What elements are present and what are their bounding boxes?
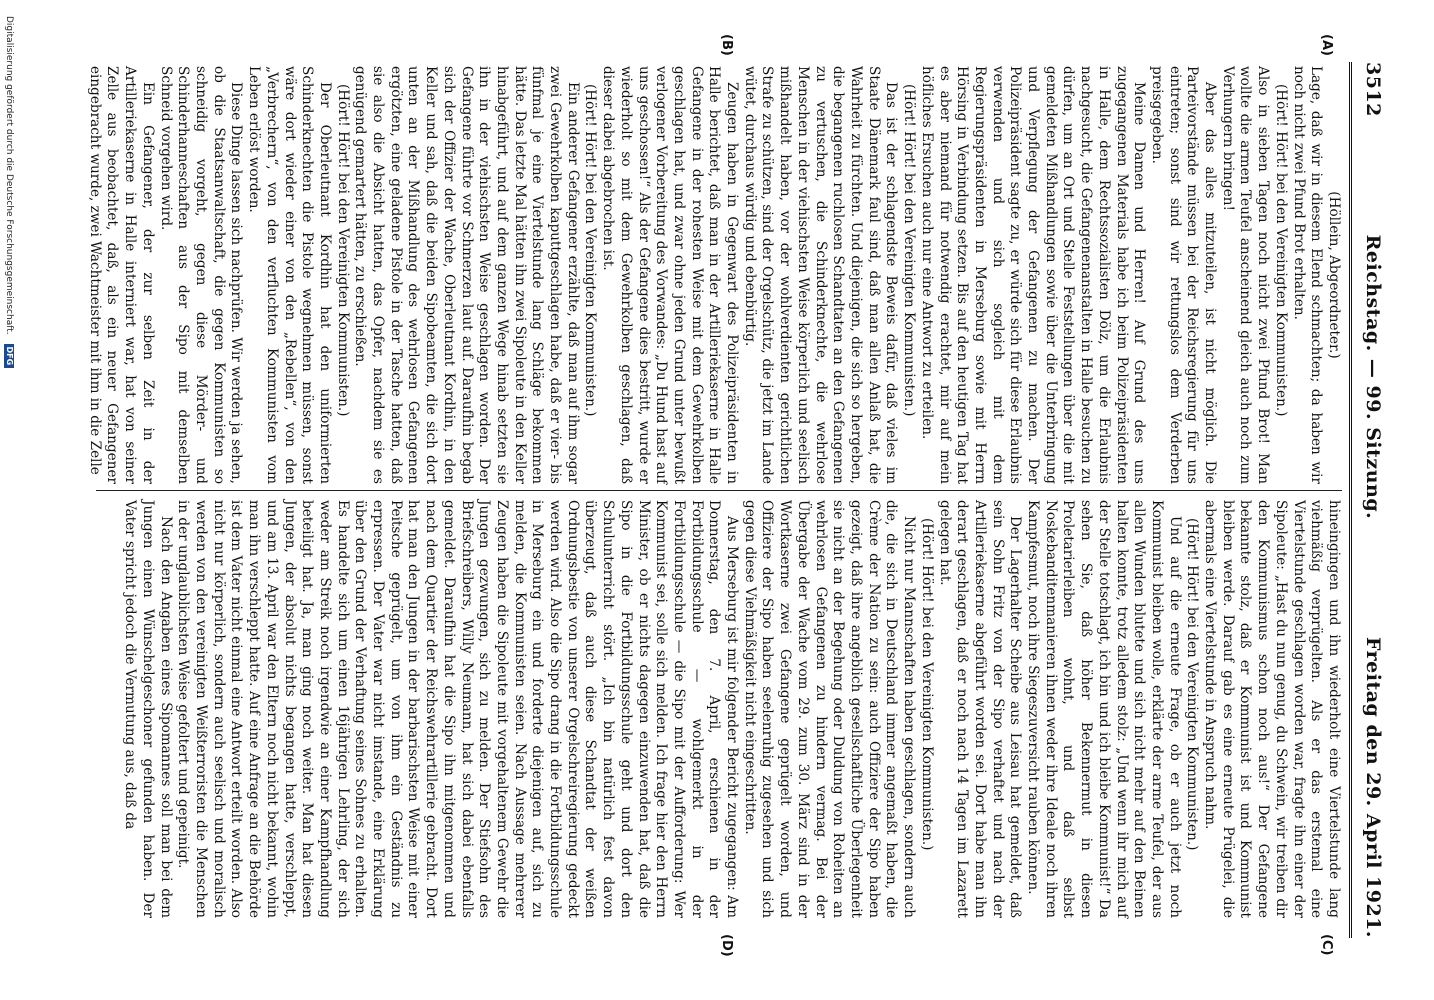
interjection: (Hört! Hört! bei den Vereinigten Kommunisten.) <box>334 84 351 417</box>
left-column <box>86 66 1342 484</box>
paragraph: Der Lagerhalter Scheibe aus Leisau hat gemeldet, daß sein Sohn Fritz von der Sipo verhaftet und nach der Artilleriekaserne abgeführt worden sei. Dort habe man ihn derart geschlagen, daß er noch nach 14 Tagen im Lazarett gelegen hat. <box>936 500 1024 918</box>
dfg-logo-icon: DFG <box>4 344 14 369</box>
margin-marker-b: (B) <box>719 34 734 56</box>
right-column <box>96 500 1342 918</box>
paragraph: Diese Dinge lassen sich nachprüfen. Wir werden ja sehen, ob die Staatsanwaltschaft, die gegen Kommunisten so schneidig vorgeht, gegen diese Mörder- und Schinderhanneschaften aus der Sipo mit demselben Schneid vorgehen wird. <box>157 66 245 484</box>
page-number: 3512 <box>1362 62 1384 117</box>
margin-marker-d: (D) <box>719 934 734 957</box>
paragraph: Ein anderer Gefangener erzählte, daß man auf ihm sogar zwei Gewehrkolben kaputtgeschlagen habe, daß er vier- bis fünfmal je eine Viertelstunde lang Schläge bekommen hätte. Das letzte Mal hätten ihn zwei Sipoleute in den Keller hinabgeführt, und auf dem ganzen Wege hinab setzten sie ihn in der viehischsten Weise geschlagen worden. Der Gefangene führte vor Schmerzen laut auf. Daraufhin begab sich der Offizier der Wache, Oberleutnant Kordhin, in den Keller und sah, daß die beiden Sipobeamten, die sich dort unten an der Mißhandlung des wehrlosen Gefangenen ergötzten, eine geladene Pistole in der Tasche hatten, daß sie also die Absicht hatten, das Opfer, nachdem sie es genügend gemartert hätten, zu erschießen. <box>352 66 581 484</box>
interjection: (Hört! Hört! bei den Vereinigten Kommunisten.) <box>1272 84 1289 417</box>
paragraph: hineingingen und ihn wiederholt eine Viertelstunde lang viehmäßig verprügelten. Als er das erstemal eine Viertelstunde geschlagen worden war, fragte ihn einer der Sipoleute: „Hast du nun genug, du Schwein, wir treiben dir den Kommunismus schon noch aus!“ Der Gefangene bekannte stolz, daß er Kommunist ist und Kommunist bleiben werde. Darauf gab es eine erneute Prügelei, die abermals eine Viertelstunde in Anspruch nahm. <box>1202 500 1342 918</box>
interjection: (Hört! Hört! bei den Vereinigten Kommunisten.) <box>1184 518 1201 851</box>
margin-marker-c: (C) <box>1319 934 1334 956</box>
session-title: Reichstag. — 99. Sitzung. <box>1362 234 1384 520</box>
paragraph: Lage, daß wir in diesem Elend schmachten; da haben wir noch nicht zwei Pfund Brot erhalten. <box>1290 66 1325 484</box>
column-divider <box>96 490 1342 491</box>
paragraph: Aber das alles mitzuteilen, ist nicht möglich. Die Parteivorstände müssen bei der Reichsregierung für uns eintreten; sonst sind wir rettungslos dem Verderben preisgegeben. <box>1148 66 1219 484</box>
paragraph: Nach den Angaben eines Sipomannes soll man bei dem Jungen einen Wünschelgeschoner gefunden haben. Der Vater spricht jedoch die Vermutung aus, daß da <box>122 500 174 918</box>
header-rule <box>1349 62 1352 938</box>
speaker-line: (Höllein, Abgeordneter.) <box>1326 191 1342 359</box>
paragraph: Also in sieben Tagen noch nicht zwei Pfund Brot! Man wollte die armen Teufel anscheinend gleich auch noch zum Verhungern bringen! <box>1219 66 1272 484</box>
page-header <box>1360 62 1386 938</box>
paragraph: Ein Gefangener, der zur selben Zeit in der Artilleriekaserne in Halle interniert war, hat von seiner Zelle aus beobachtet, daß, als ein neuer Gefangener eingebracht wurde, zwei Wachtmeister mit ihm in die Zelle <box>86 66 156 484</box>
paragraph: Aus Merseburg ist mir folgender Bericht zugegangen: Am Donnerstag, den 7. April, erschienen in der Fortbildungsschule — wohlgemerkt in der Fortbildungsschule — die Sipo mit der Aufforderung: Wer Kommunist sei, solle sich melden. Ich frage hier den Herrn Minister, ob er nichts dagegen einzuwenden hat, daß die Sipo in die Fortbildungsschule geht und dort den Schulunterricht stört. „Ich bin natürlich fest davon überzeugt, daß auch diese Schandtat der weißen Ordnungsbestie von unserer Orgelschreiregierung gedeckt werden wird. Also die Sipo drang in die Fortbildungsschule in Merseburg ein und forderte diejenigen auf, sich zu melden, die Kommunisten seien. Nach Aussage mehrerer Zeugen haben die Sipoleute mit vorgehaltenem Gewehr die Jungen gezwungen, sich zu melden. Der Stiefsohn des Briefschreibers, Willy Neumann, hat sich dabei ebenfalls gemeldet. Daraufhin hat die Sipo ihn mitgenommen und nach dem Quartier der Reichswehrartillerie gebracht. Dort hat man den Jungen in der barbarischsten Weise mit einer Peitsche geprügelt, um von ihm ein Geständnis zu erpressen. Der Vater war nicht imstande, eine Erklärung über den Grund der Verhaftung seines Sohnes zu erhalten. Es handelte sich um einen 16jährigen Lehrling, der sich weder am Streik noch irgendwie an einer Kampfhandlung beteiligt hat. Ja, man ging noch weiter. Man hat diesen Jungen, der absolut nichts begangen hatte, verschleppt, und am 13. April war den Eltern noch nicht bekannt, wohin man ihn verschleppt hatte. Auf eine Anfrage an die Behörde ist dem Vater nicht einmal eine Antwort erteilt worden. Also nicht nur körperlich, sondern auch seelisch und moralisch werden von den vereinigten Weißterroristen die Menschen in der unglaublichsten Weise gefoltert und gepeinigt. <box>175 500 741 918</box>
session-date: Freitag den 29. April 1921. <box>1362 636 1384 938</box>
margin-marker-a: (A) <box>1319 34 1334 56</box>
paragraph: Nicht nur Mannschaften haben geschlagen, sondern auch die, die sich in Deutschland immer angemaßt haben, die Crème der Nation zu sein: auch Offiziere der Sipo haben gezeigt, daß ihre angeblich gesellschaftliche Überlegenheit sie nicht an der Begehung oder Duldung von Roheiten an wehrlosen Gefangenen zu hindern vermag. Bei der Übergabe der Wache vom 29. zum 30. März sind in der Wortkaserne zwei Gefangene geprügelt worden, und Offiziere der Sipo haben seelenruhig zugesehen und sich gegen diese Viehmäßigkeit nicht eingeschritten. <box>741 500 918 918</box>
paragraph: Der Oberleutnant Kordhin hat den uniformierten Schinderknechten die Pistole wegnehmen müssen, sonst wäre dort wieder einer von den „Rebellen“, von den „Verbrechern“, von den verfluchten Kommunisten vom Leben erlöst worden. <box>246 66 333 484</box>
paragraph: Zeugen haben in Gegenwart des Polizeipräsidenten in Halle berichtet, daß man in der Artilleriekaserne in Halle Gefangene in der rohesten Weise mit dem Gewehrkolben geschlagen hat, und zwar ohne jeden Grund unter bewußt verlogener Vorbereitung des Vorwandes: „Du Hund hast auf uns geschossen!“ Als der Gefangene dies bestritt, wurde er wiederholt so mit dem Gewehrkolben geschlagen, daß dieser dabei abgebrochen ist. <box>600 66 741 484</box>
paragraph: Und auf die erneute Frage, ob er auch jetzt noch Kommunist bleiben wolle, erklärte der arme Teufel, der aus allen Wunden blutete und sich nicht mehr auf den Beinen halten konnte, trotz alledem stolz: „Und wenn ihr mich auf der Stelle totschlagt, ich bin und ich bleibe Kommunist!“ Da sehen Sie, daß höher Bekennermut in diesen Proletarierleiben wohnt, und daß selbst Noskebanditenmanieren ihnen weder ihre Ideale noch ihren Kampfesmut, noch ihre Siegeszuversicht rauben können. <box>1025 500 1183 918</box>
paragraph: Meine Damen und Herren! Auf Grund des uns zugegangenen Materials habe ich beim Polizeipräsidenten in Halle, dem Rechtssozialisten Dölz, um die Erlaubnis nachgesucht, die Gefangenenanstalten in Halle besuchen zu dürfen, um an Ort und Stelle Feststellungen über die mit gemeldeten Mißhandlungen sowie über die Unterbringung und Verpflegung der Gefangenen zu machen. Der Polizeipräsident sagte zu, er würde sich für diese Erlaubnis verwenden und sich sogleich mit dem Regierungspräsidenten in Merseburg sowie mit Herrn Hörsing in Verbindung setzen. Bis auf den heutigen Tag hat es aber niemand für notwendig erachtet, mir auf mein höfliches Ersuchen auch nur eine Antwort zu erteilen. <box>918 66 1148 484</box>
footer-text: Digitalisierung gefördert durch die Deutsche Forschungsgemeinschaft. <box>4 16 14 335</box>
paragraph: Das ist der schlagendste Beweis dafür, daß vieles im Staate Dänemark faul sind, daß man allen Anlaß hat, die Wahrheit zu fürchten. Und diejenigen, die sich so hergeben, die begangenen ruchlosen Schandtaten an den Gefangenen zu vertuschen, die Schinderknechte, die wehrlose Menschen in der viehischsten Weise körperlich und seelisch mißhandelt haben, vor der wohlverdienten gerichtlichen Strafe zu schützen, sind der Orgelschütz, die jetzt im Lande wütet, durchaus würdig und ebenbürtig. <box>741 66 900 484</box>
digitization-footer <box>4 0 14 1000</box>
interjection: (Hört! Hört! bei den Vereinigten Kommunisten.) <box>918 518 935 851</box>
interjection: (Hört! Hört! bei den Vereinigten Kommunisten.) <box>582 84 599 417</box>
interjection: (Hört! Hört! bei den Vereinigten Kommunisten.) <box>901 84 918 417</box>
